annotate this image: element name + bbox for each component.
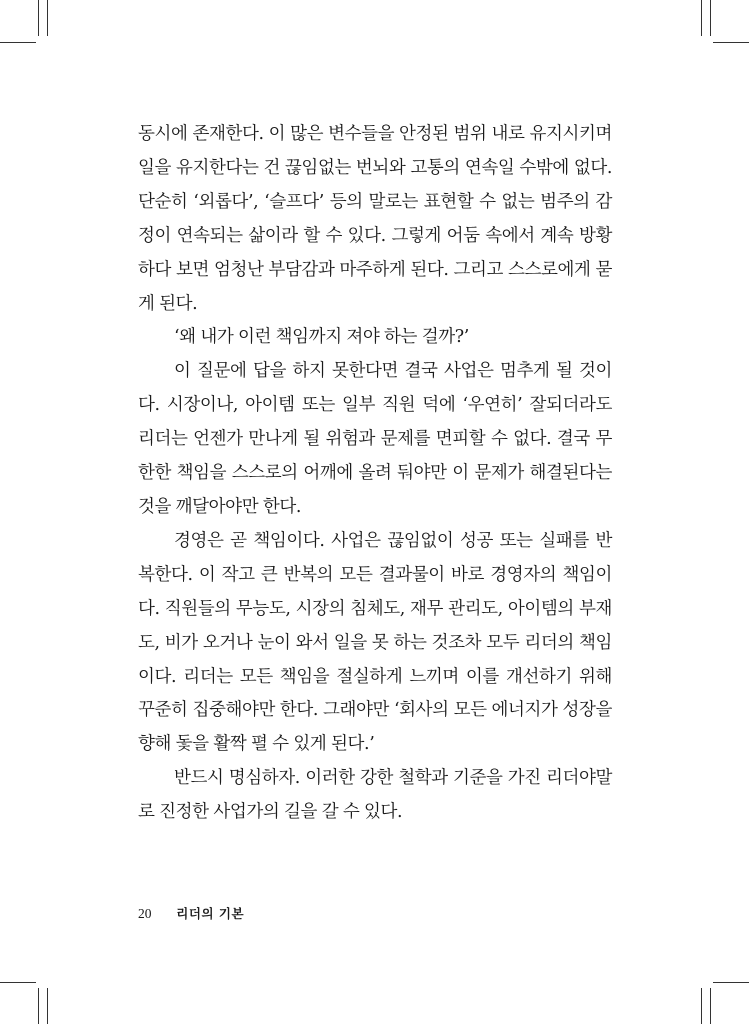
body-text — [138, 118, 612, 830]
crop-mark-bottom-right-v2 — [710, 988, 711, 1024]
running-head: 리더의 기본 — [176, 906, 245, 921]
page-number: 20 — [138, 906, 152, 921]
crop-mark-bottom-left-v — [38, 988, 39, 1024]
crop-mark-bottom-right-v — [701, 988, 702, 1024]
paragraph: 반드시 명심하자. 이러한 강한 철학과 기준을 가진 리더야말로 진정한 사업가의 길을 갈 수 있다. — [138, 768, 612, 823]
crop-mark-top-right-v2 — [710, 0, 711, 36]
crop-mark-bottom-left-v2 — [47, 988, 48, 1024]
paragraph-quote: ‘왜 내가 이런 책임까지 져야 하는 걸까?’ — [174, 327, 469, 348]
crop-mark-top-left-h — [0, 42, 36, 43]
crop-mark-bottom-left-h — [0, 982, 36, 983]
crop-mark-top-right-h — [713, 42, 749, 43]
crop-mark-top-left-v2 — [47, 0, 48, 36]
crop-mark-top-right-v — [701, 0, 702, 36]
paragraph-continued: 동시에 존재한다. 이 많은 변수들을 안정된 범위 내로 유지시키며 일을 유지한다는 건 끊임없는 번뇌와 고통의 연속일 수밖에 없다. 단순히 ‘외롭다’, ‘슬프다’ 등의 말로는 표현할 수 없는 범주의 감정이 연속되는 삶이라 할 수 있다. 그렇게 어둠 속에서 계속 방황하다 보면 엄청난 부담감과 마주하게 된다. 그리고 스스로에게 묻게 된다. — [138, 124, 612, 314]
paragraph: 경영은 곧 책임이다. 사업은 끊임없이 성공 또는 실패를 반복한다. 이 작고 큰 반복의 모든 결과물이 바로 경영자의 책임이다. 직원들의 무능도, 시장의 침체도, 재무 관리도, 아이템의 부재도, 비가 오거나 눈이 와서 일을 못 하는 것조차 모두 리더의 책임이다. 리더는 모든 책임을 절실하게 느끼며 이를 개선하기 위해 꾸준히 집중해야만 한다. 그래야만 ‘회사의 모든 에너지가 성장을 향해 돛을 활짝 펼 수 있게 된다.’ — [138, 530, 612, 755]
crop-mark-top-left-v — [38, 0, 39, 36]
paragraph: 이 질문에 답을 하지 못한다면 결국 사업은 멈추게 될 것이다. 시장이나, 아이템 또는 일부 직원 덕에 ‘우연히’ 잘되더라도 리더는 언젠가 만나게 될 위험과 문제를 면피할 수 없다. 결국 무한한 책임을 스스로의 어깨에 올려 둬야만 이 문제가 해결된다는 것을 깨달아야만 한다. — [138, 361, 612, 517]
page-footer — [138, 904, 244, 922]
crop-mark-bottom-right-h — [713, 982, 749, 983]
